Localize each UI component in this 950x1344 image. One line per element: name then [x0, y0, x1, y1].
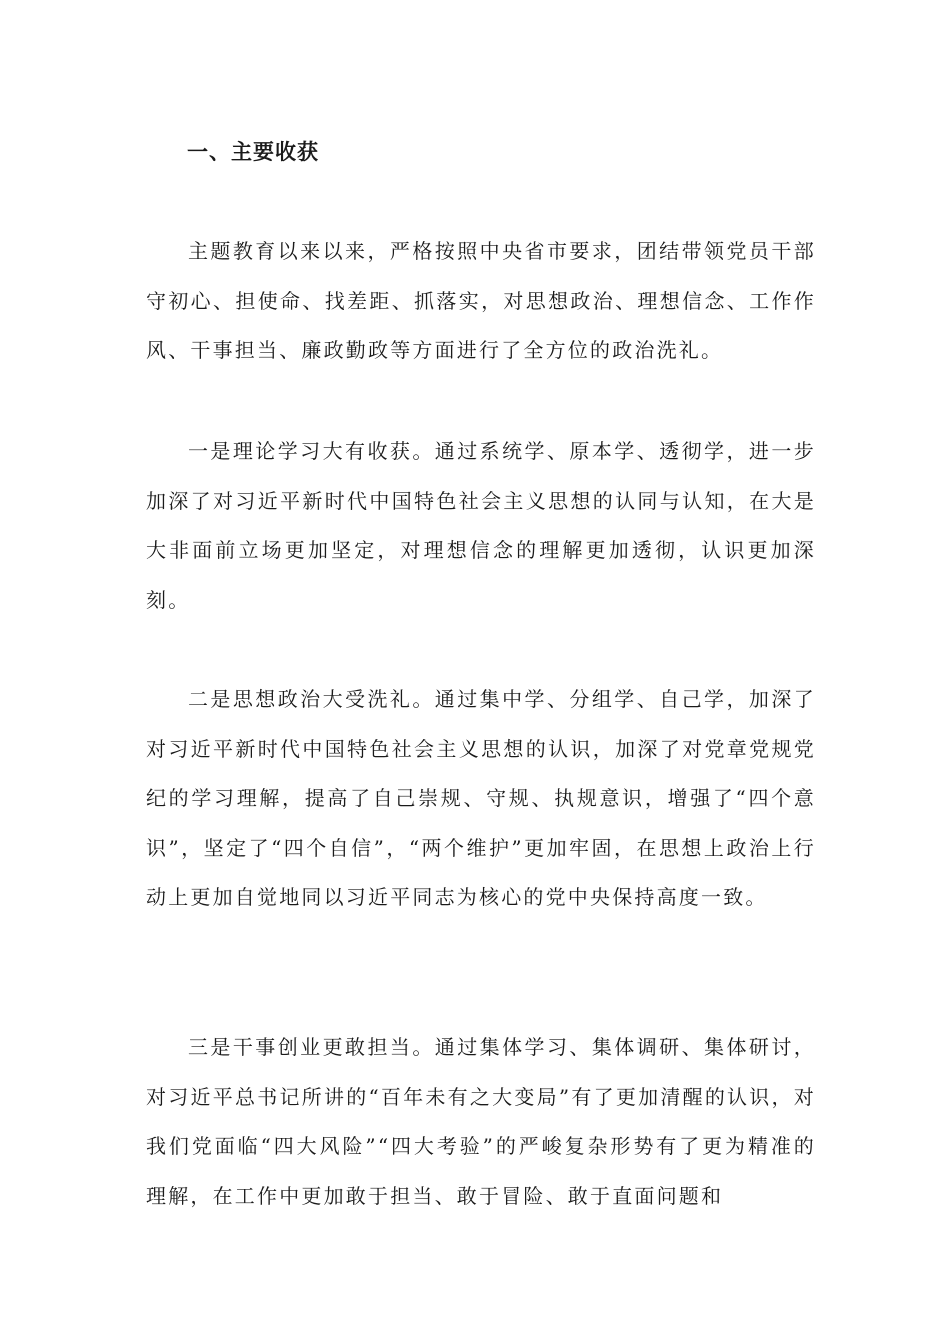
paragraph-political-thought: 二是思想政治大受洗礼。通过集中学、分组学、自己学，加深了对习近平新时代中国特色社会主义思想的认识，加深了对党章党规党纪的学习理解，提高了自己崇规、守规、执规意识，增强了“四个意识”，坚定了“四个自信”，“两个维护”更加牢固，在思想上政治上行动上更加自觉地同以习近平同志为核心的党中央保持高度一致。	[146, 687, 816, 909]
paragraph-responsibility: 三是干事创业更敢担当。通过集体学习、集体调研、集体研讨，对习近平总书记所讲的“百年未有之大变局”有了更加清醒的认识，对我们党面临“四大风险”“四大考验”的严峻复杂形势有了更为精准的理解，在工作中更加敢于担当、敢于冒险、敢于直面问题和	[146, 1035, 816, 1208]
paragraph-intro: 主题教育以来以来，严格按照中央省市要求，团结带领党员干部守初心、担使命、找差距、抓落实，对思想政治、理想信念、工作作风、干事担当、廉政勤政等方面进行了全方位的政治洗礼。	[146, 239, 816, 362]
section-heading: 一、主要收获	[187, 140, 319, 164]
paragraph-theory-study: 一是理论学习大有收获。通过系统学、原本学、透彻学，进一步加深了对习近平新时代中国特色社会主义思想的认同与认知，在大是大非面前立场更加坚定，对理想信念的理解更加透彻，认识更加深刻。	[146, 439, 816, 612]
